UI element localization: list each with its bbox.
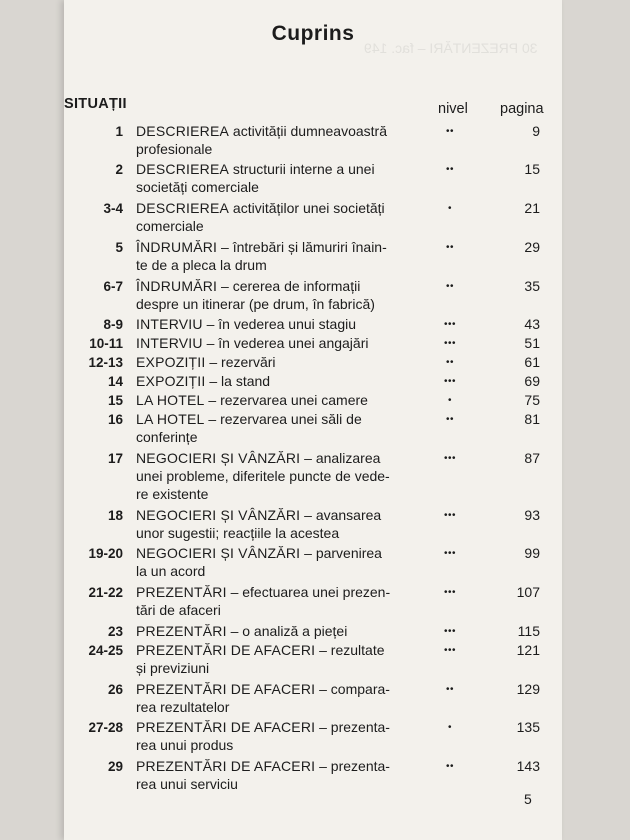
entry-keyword: LA HOTEL	[136, 411, 205, 427]
entry-number: 29	[107, 759, 123, 774]
entry-description: – rezultate	[315, 642, 385, 658]
entry-title	[136, 641, 414, 677]
entry-description: – rezervarea unei săli de	[204, 411, 362, 427]
entry-continuation: conferințe	[136, 429, 198, 445]
entry-title	[136, 334, 414, 352]
entry-number: 24-25	[88, 643, 123, 658]
difficulty-dots: ••	[445, 761, 454, 772]
entry-page-number: 135	[516, 719, 540, 735]
entry-description: activității dumneavoastră	[229, 123, 387, 139]
entry-description: – prezenta-	[315, 719, 390, 735]
entry-description: – avansarea	[300, 507, 382, 523]
entry-number: 27-28	[88, 720, 123, 735]
entry-page-number: 35	[524, 278, 540, 294]
entry-keyword: DESCRIEREA	[136, 200, 230, 216]
entry-title	[136, 199, 414, 235]
entry-page-number: 107	[516, 584, 540, 600]
entry-page-number: 121	[516, 642, 540, 658]
entry-keyword: INTERVIU	[136, 316, 203, 332]
difficulty-dots: •	[447, 722, 452, 733]
entry-title	[136, 122, 414, 158]
entry-title	[136, 410, 414, 446]
entry-continuation: unei probleme, diferitele puncte de vede-	[136, 468, 390, 484]
entry-description: – o analiză a pieței	[226, 623, 348, 639]
entry-description: – la stand	[205, 373, 271, 389]
entry-title	[136, 372, 414, 390]
entry-keyword: PREZENTĂRI DE AFACERI	[136, 758, 316, 774]
entry-keyword: INTERVIU	[136, 335, 203, 351]
difficulty-dots: •••	[443, 319, 456, 330]
entry-number: 21-22	[88, 585, 123, 600]
difficulty-dots: ••	[445, 357, 454, 368]
entry-description: activităților unei societăți	[229, 200, 385, 216]
entry-description: – în vederea unui stagiu	[202, 316, 357, 332]
entry-description: – întrebări și lămuriri înain-	[217, 239, 387, 255]
entry-page-number: 21	[524, 200, 540, 216]
entry-title	[136, 544, 414, 580]
entry-number: 17	[107, 451, 123, 466]
difficulty-dots: •••	[443, 510, 456, 521]
entry-title	[136, 315, 414, 333]
entry-title	[136, 277, 414, 313]
entry-description: – efectuarea unei prezen-	[226, 584, 391, 600]
entry-keyword: DESCRIEREA	[136, 161, 230, 177]
entry-number: 26	[107, 682, 123, 697]
entry-keyword: NEGOCIERI ȘI VÂNZĂRI	[136, 507, 301, 523]
entry-title	[136, 449, 414, 503]
entry-number: 3-4	[103, 201, 123, 216]
difficulty-dots: •••	[443, 376, 456, 387]
entry-keyword: PREZENTĂRI DE AFACERI	[136, 642, 316, 658]
entry-description: – în vederea unei angajări	[202, 335, 369, 351]
entry-continuation: societăți comerciale	[136, 179, 259, 195]
entry-keyword: LA HOTEL	[136, 392, 205, 408]
entry-keyword: NEGOCIERI ȘI VÂNZĂRI	[136, 450, 301, 466]
page-title: Cuprins	[271, 22, 355, 45]
entry-keyword: PREZENTĂRI DE AFACERI	[136, 681, 316, 697]
entry-continuation: re existente	[136, 486, 209, 502]
entry-description: – compara-	[315, 681, 390, 697]
entry-title	[136, 353, 414, 371]
difficulty-dots: ••	[445, 164, 454, 175]
difficulty-dots: ••	[445, 126, 454, 137]
entry-title	[136, 718, 414, 754]
entry-number: 8-9	[103, 317, 123, 332]
entry-description: – prezenta-	[315, 758, 390, 774]
entry-title	[136, 238, 414, 274]
entry-title	[136, 757, 414, 793]
difficulty-dots: ••	[445, 684, 454, 695]
entry-number: 12-13	[88, 355, 123, 370]
entry-keyword: ÎNDRUMĂRI	[136, 278, 218, 294]
entry-keyword: DESCRIEREA	[136, 123, 230, 139]
entry-continuation: și previziuni	[136, 660, 210, 676]
entry-page-number: 15	[524, 161, 540, 177]
entry-page-number: 143	[516, 758, 540, 774]
entry-continuation: te de a pleca la drum	[136, 257, 267, 273]
book-page	[64, 0, 562, 840]
entry-number: 2	[115, 162, 123, 177]
entry-keyword: ÎNDRUMĂRI	[136, 239, 218, 255]
entry-number: 15	[107, 393, 123, 408]
entry-page-number: 99	[524, 545, 540, 561]
entry-continuation: rea unui produs	[136, 737, 234, 753]
entry-description: structurii interne a unei	[229, 161, 375, 177]
entry-keyword: PREZENTĂRI	[136, 623, 227, 639]
entry-continuation: profesionale	[136, 141, 213, 157]
difficulty-dots: •	[447, 395, 452, 406]
entry-page-number: 93	[524, 507, 540, 523]
entry-keyword: EXPOZIȚII	[136, 373, 206, 389]
entry-title	[136, 583, 414, 619]
entry-continuation: rea rezultatelor	[136, 699, 230, 715]
entry-page-number: 87	[524, 450, 540, 466]
entry-page-number: 75	[524, 392, 540, 408]
column-header-situatii: SITUAȚII	[64, 96, 127, 112]
entry-page-number: 69	[524, 373, 540, 389]
difficulty-dots: ••	[445, 242, 454, 253]
difficulty-dots: •	[447, 203, 452, 214]
entry-page-number: 81	[524, 411, 540, 427]
difficulty-dots: •••	[443, 453, 456, 464]
entry-continuation: comerciale	[136, 218, 204, 234]
difficulty-dots: •••	[443, 338, 456, 349]
column-header-pagina: pagina	[500, 101, 544, 117]
entry-number: 19-20	[88, 546, 123, 561]
entry-number: 5	[115, 240, 123, 255]
entry-number: 14	[107, 374, 123, 389]
entry-continuation: despre un itinerar (pe drum, în fabrică)	[136, 296, 375, 312]
entry-page-number: 115	[517, 623, 540, 639]
difficulty-dots: ••	[445, 414, 454, 425]
page-number: 5	[524, 791, 532, 807]
entry-description: – parvenirea	[300, 545, 382, 561]
entry-keyword: EXPOZIȚII	[136, 354, 206, 370]
entry-page-number: 61	[524, 354, 540, 370]
difficulty-dots: •••	[443, 587, 456, 598]
entry-keyword: PREZENTĂRI	[136, 584, 227, 600]
entry-description: – cererea de informații	[217, 278, 361, 294]
entry-number: 10-11	[89, 336, 123, 351]
entry-title	[136, 506, 414, 542]
entry-page-number: 129	[516, 681, 540, 697]
entry-number: 1	[115, 124, 123, 139]
entry-title	[136, 391, 414, 409]
entry-number: 23	[107, 624, 123, 639]
entry-continuation: la un acord	[136, 563, 206, 579]
entry-number: 6-7	[103, 279, 123, 294]
entry-description: – rezervări	[205, 354, 276, 370]
difficulty-dots: •••	[443, 626, 456, 637]
difficulty-dots: •••	[443, 548, 456, 559]
entry-number: 18	[107, 508, 123, 523]
entry-page-number: 9	[532, 123, 540, 139]
difficulty-dots: •••	[443, 645, 456, 656]
entry-title	[136, 622, 414, 640]
entry-page-number: 51	[524, 335, 540, 351]
entry-number: 16	[107, 412, 123, 427]
entry-continuation: rea unui serviciu	[136, 776, 238, 792]
difficulty-dots: ••	[445, 281, 454, 292]
entry-description: – analizarea	[300, 450, 381, 466]
entry-title	[136, 160, 414, 196]
entry-keyword: NEGOCIERI ȘI VÂNZĂRI	[136, 545, 301, 561]
column-header-nivel: nivel	[438, 101, 468, 117]
show-through-text: 30 PREZENTĂRI – fac. 149	[364, 40, 538, 56]
entry-keyword: PREZENTĂRI DE AFACERI	[136, 719, 316, 735]
entry-continuation: unor sugestii; reacțiile la acestea	[136, 525, 340, 541]
entry-title	[136, 680, 414, 716]
entry-continuation: tări de afaceri	[136, 602, 221, 618]
entry-description: – rezervarea unei camere	[204, 392, 368, 408]
entry-page-number: 29	[524, 239, 540, 255]
entry-page-number: 43	[524, 316, 540, 332]
